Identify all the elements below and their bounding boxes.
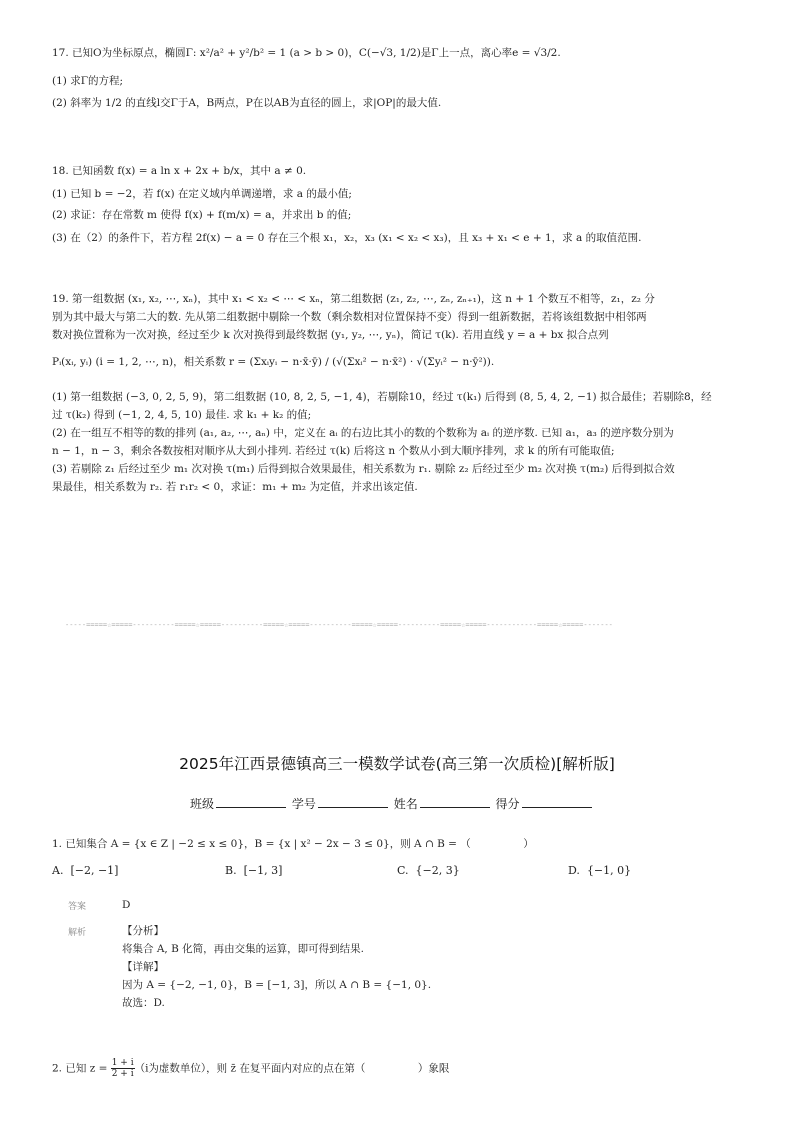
student-id-label: 学号 xyxy=(291,797,316,811)
q19-part2a: (2) 在一组互不相等的数的排列 (a₁, a₂, ⋯, aₙ) 中，定义在 aᵢ 的右边比其小的数的个数称为 aᵢ 的逆序数. 已知 a₁，a₃ 的逆序数分别为 xyxy=(52,427,674,439)
q1-option-a xyxy=(52,864,118,877)
section-divider: -----=====☆=====----------=====☆=====----------=====☆=====----------=====☆=====----------=====☆=====------------=====☆=====------- xyxy=(65,621,613,629)
name-label: 姓名 xyxy=(393,797,418,811)
option-label: D. xyxy=(568,864,580,877)
option-label: C. xyxy=(397,864,409,877)
q18-part3: (3) 在（2）的条件下，若方程 2f(x) − a = 0 存在三个根 x₁，x₂，x₃ (x₁ < x₂ < x₃)，且 x₃ + x₁ < e + 1，求 a 的取值范围. xyxy=(52,232,642,244)
q2-stem xyxy=(52,1058,449,1079)
analysis-label: 解析 xyxy=(68,928,87,938)
q19-line3: 数对换位置称为一次对换，经过至少 k 次对换得到最终数据 (y₁, y₂, ⋯, yₙ)，简记 τ(k). 若用直线 y = a + bx 拟合点列 xyxy=(52,329,609,341)
analysis-line-4: 因为 A = {−2, −1, 0}，B = [−1, 3]，所以 A ∩ B = {−1, 0}. xyxy=(122,979,432,991)
q19-part1b: 过 τ(k₂) 得到 (−1, 2, 4, 5, 10) 最佳. 求 k₁ + k₂ 的值; xyxy=(52,409,312,421)
analysis-line-2: 将集合 A, B 化简，再由交集的运算，即可得到结果. xyxy=(122,943,364,955)
q1-option-c xyxy=(397,864,460,877)
q17-part2: (2) 斜率为 1/2 的直线l交Γ于A，B两点，P在以AB为直径的圆上，求|OP|的最大值. xyxy=(52,97,442,109)
score-label: 得分 xyxy=(495,797,520,811)
answer-value: D xyxy=(122,899,131,911)
q2-fraction xyxy=(111,1058,135,1079)
q18-stem: 18. 已知函数 f(x) = a ln x + 2x + b/x，其中 a ≠ 0. xyxy=(52,165,307,177)
exam-title: 2025年江西景德镇高三一模数学试卷(高三第一次质检)[解析版] xyxy=(179,755,615,773)
q17-part1: (1) 求Γ的方程; xyxy=(52,75,124,87)
option-label: B. xyxy=(225,864,237,877)
name-blank xyxy=(420,797,490,808)
q19-part1a: (1) 第一组数据 (−3, 0, 2, 5, 9)，第二组数据 (10, 8, 2, 5, −1, 4)，若剔除10，经过 τ(k₁) 后得到 (8, 5, 4, 2, −1) 拟合最佳；若剔除8，经 xyxy=(52,391,712,403)
q2-suffix: （i为虚数单位），则 z̄ 在复平面内对应的点在第（ ）象限 xyxy=(134,1062,450,1075)
analysis-line-5: 故选：D. xyxy=(122,997,165,1009)
q19-line1: 19. 第一组数据 (x₁, x₂, ⋯, xₙ)，其中 x₁ < x₂ < ⋯ < xₙ，第二组数据 (z₁, z₂, ⋯, zₙ, zₙ₊₁)，这 n + 1 个数互不相等，z₁，z₂ 分 xyxy=(52,293,655,305)
option-text: [−1, 3] xyxy=(243,864,283,877)
analysis-line-3: 【详解】 xyxy=(122,961,164,973)
student-id-blank xyxy=(318,797,388,808)
option-text: [−2, −1] xyxy=(70,864,119,877)
student-info-line xyxy=(190,795,594,812)
q19-line2: 别为其中最大与第二大的数. 先从第二组数据中剔除一个数（剩余数相对位置保持不变）得到一组新数据，若将该组数据中相邻两 xyxy=(52,311,647,323)
q2-prefix: 2. 已知 z = xyxy=(52,1062,111,1075)
q1-option-b xyxy=(225,864,282,877)
q17-stem: 17. 已知O为坐标原点，椭圆Γ: x²/a² + y²/b² = 1 (a > b > 0)，C(−√3, 1/2)是Γ上一点，离心率e = √3/2. xyxy=(52,47,561,59)
class-label: 班级 xyxy=(190,797,215,811)
score-blank xyxy=(522,797,592,808)
answer-label: 答案 xyxy=(68,902,87,912)
option-text: {−2, 3} xyxy=(415,864,460,877)
q2-numerator: 1 + i xyxy=(111,1058,134,1068)
q18-part1: (1) 已知 b = −2，若 f(x) 在定义域内单调递增，求 a 的最小值; xyxy=(52,188,352,200)
analysis-line-1: 【分析】 xyxy=(122,925,164,937)
q19-part3a: (3) 若剔除 z₁ 后经过至少 m₁ 次对换 τ(m₁) 后得到拟合效果最佳，相关系数为 r₁. 剔除 z₂ 后经过至少 m₂ 次对换 τ(m₂) 后得到拟合效 xyxy=(52,463,675,475)
q1-stem: 1. 已知集合 A = {x ∈ Z | −2 ≤ x ≤ 0}，B = {x | x² − 2x − 3 ≤ 0}，则 A ∩ B = （ ） xyxy=(52,838,534,850)
q18-part2: (2) 求证：存在常数 m 使得 f(x) + f(m/x) = a，并求出 b 的值; xyxy=(52,209,352,221)
option-label: A. xyxy=(52,864,64,877)
option-text: {−1, 0} xyxy=(586,864,632,877)
q19-part3b: 果最佳，相关系数为 r₂. 若 r₁r₂ < 0，求证：m₁ + m₂ 为定值，并求出该定值. xyxy=(52,481,418,493)
q2-denominator: 2 + i xyxy=(111,1069,134,1079)
q19-part2b: n − 1，n − 3，剩余各数按相对顺序从大到小排列. 若经过 τ(k) 后将这 n 个数从小到大顺序排列，求 k 的所有可能取值; xyxy=(52,445,615,457)
q19-correlation-formula: Pᵢ(xᵢ, yᵢ) (i = 1, 2, ⋯, n)，相关系数 r = (Σxᵢyᵢ − n·x̄·ȳ) / (√(Σxᵢ² − n·x̄²) · √(Σyᵢ² − n·ȳ²)). xyxy=(52,356,495,368)
q1-option-d xyxy=(568,864,631,877)
class-blank xyxy=(216,797,286,808)
